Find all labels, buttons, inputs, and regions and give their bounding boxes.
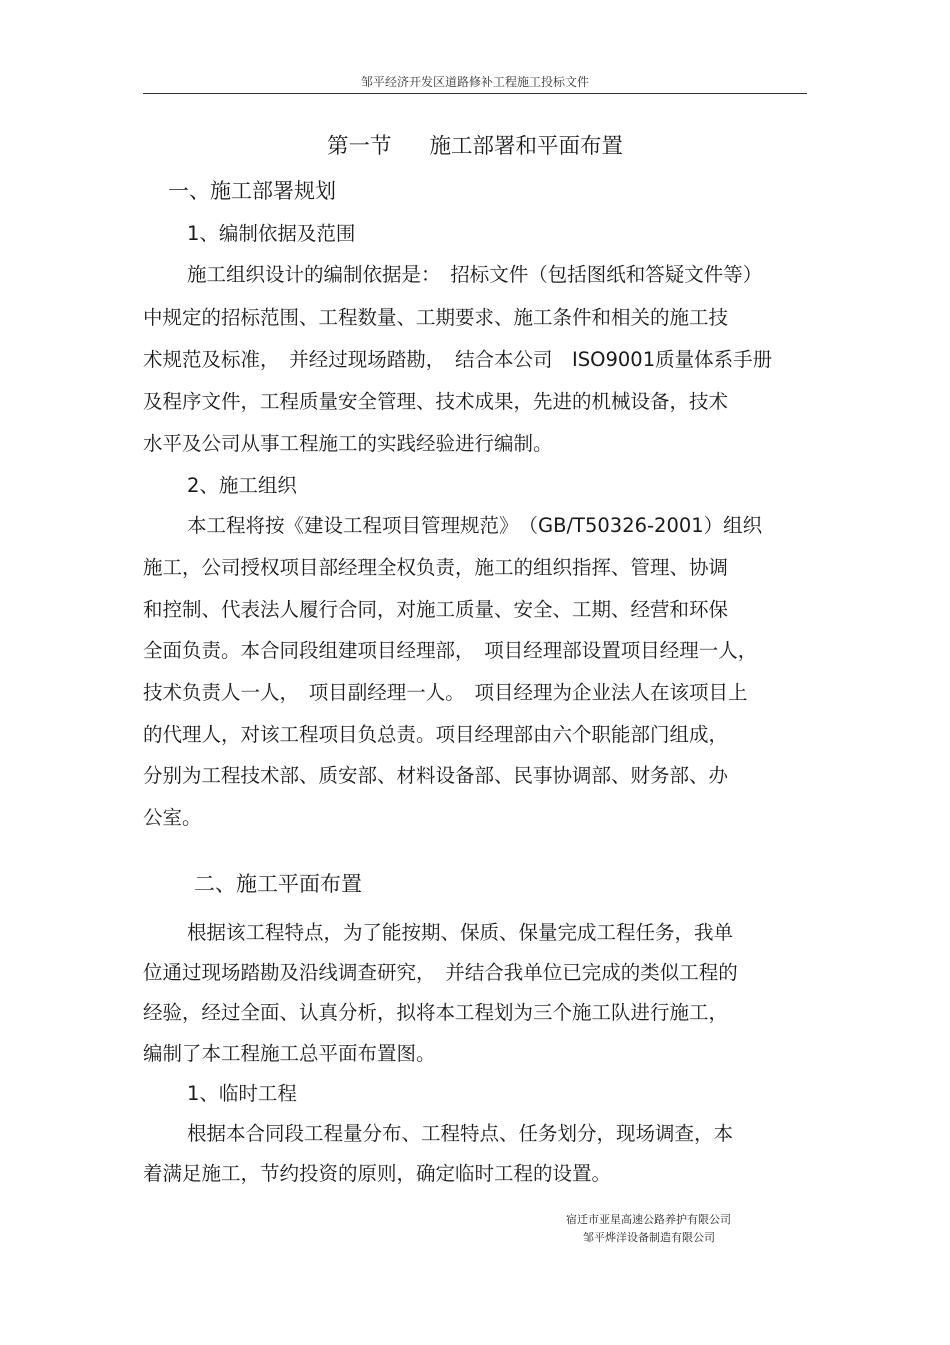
document-header: 邹平经济开发区道路修补工程施工投标文件 xyxy=(360,75,589,89)
paragraph-line: 着满足施工，节约投资的原则，确定临时工程的设置。 xyxy=(143,1162,612,1185)
paragraph-line: 施工组织设计的编制依据是： 招标文件（包括图纸和答疑文件等） xyxy=(187,263,763,286)
paragraph-line: 位通过现场踏勘及沿线调查研究， 并结合我单位已完成的类似工程的 xyxy=(143,961,738,984)
paragraph-line: 编制了本工程施工总平面布置图。 xyxy=(143,1042,436,1065)
paragraph-line: 经验，经过全面、认真分析，拟将本工程划为三个施工队进行施工， xyxy=(143,1001,729,1024)
paragraph-line: 根据本合同段工程量分布、工程特点、任务划分，现场调查，本 xyxy=(187,1122,734,1145)
paragraph-line: 施工，公司授权项目部经理全权负责，施工的组织指挥、管理、协调 xyxy=(143,556,729,579)
paragraph-line: 水平及公司从事工程施工的实践经验进行编制。 xyxy=(143,432,553,455)
footer-company-2: 邹平烨洋设备制造有限公司 xyxy=(583,1231,715,1244)
paragraph-line: 术规范及标准， 并经过现场踏勘， 结合本公司 ISO9001质量体系手册 xyxy=(143,348,773,371)
paragraph-line: 中规定的招标范围、工程数量、工期要求、施工条件和相关的施工技 xyxy=(143,306,729,329)
paragraph-line: 分别为工程技术部、质安部、材料设备部、民事协调部、财务部、办 xyxy=(143,764,729,787)
heading-deployment-plan: 一、施工部署规划 xyxy=(168,179,336,203)
paragraph-line: 全面负责。本合同段组建项目经理部， 项目经理部设置项目经理一人， xyxy=(143,639,758,662)
paragraph-line: 本工程将按《建设工程项目管理规范》 （GB/T50326-2001）组织 xyxy=(187,514,763,537)
header-divider xyxy=(143,93,807,94)
heading-temporary-works: 1、临时工程 xyxy=(187,1082,297,1105)
heading-construction-organization: 2、施工组织 xyxy=(187,474,297,497)
paragraph-line: 和控制、代表法人履行合同，对施工质量、安全、工期、经营和环保 xyxy=(143,598,729,621)
heading-basis-scope: 1、编制依据及范围 xyxy=(187,222,356,245)
paragraph-line: 的代理人，对该工程项目负总责。项目经理部由六个职能部门组成， xyxy=(143,723,729,746)
paragraph-line: 根据该工程特点，为了能按期、保质、保量完成工程任务，我单 xyxy=(187,921,734,944)
section-title xyxy=(0,129,950,160)
paragraph-line: 技术负责人一人， 项目副经理一人。 项目经理为企业法人在该项目上 xyxy=(143,681,748,704)
section-number: 第一节 xyxy=(326,134,392,159)
section-name: 施工部署和平面布置 xyxy=(429,134,624,159)
paragraph-line: 及程序文件，工程质量安全管理、技术成果，先进的机械设备，技术 xyxy=(143,390,729,413)
heading-site-layout: 二、施工平面布置 xyxy=(194,872,362,896)
paragraph-line: 公室。 xyxy=(143,806,202,829)
footer-company-1: 宿迁市亚星高速公路养护有限公司 xyxy=(566,1213,731,1226)
